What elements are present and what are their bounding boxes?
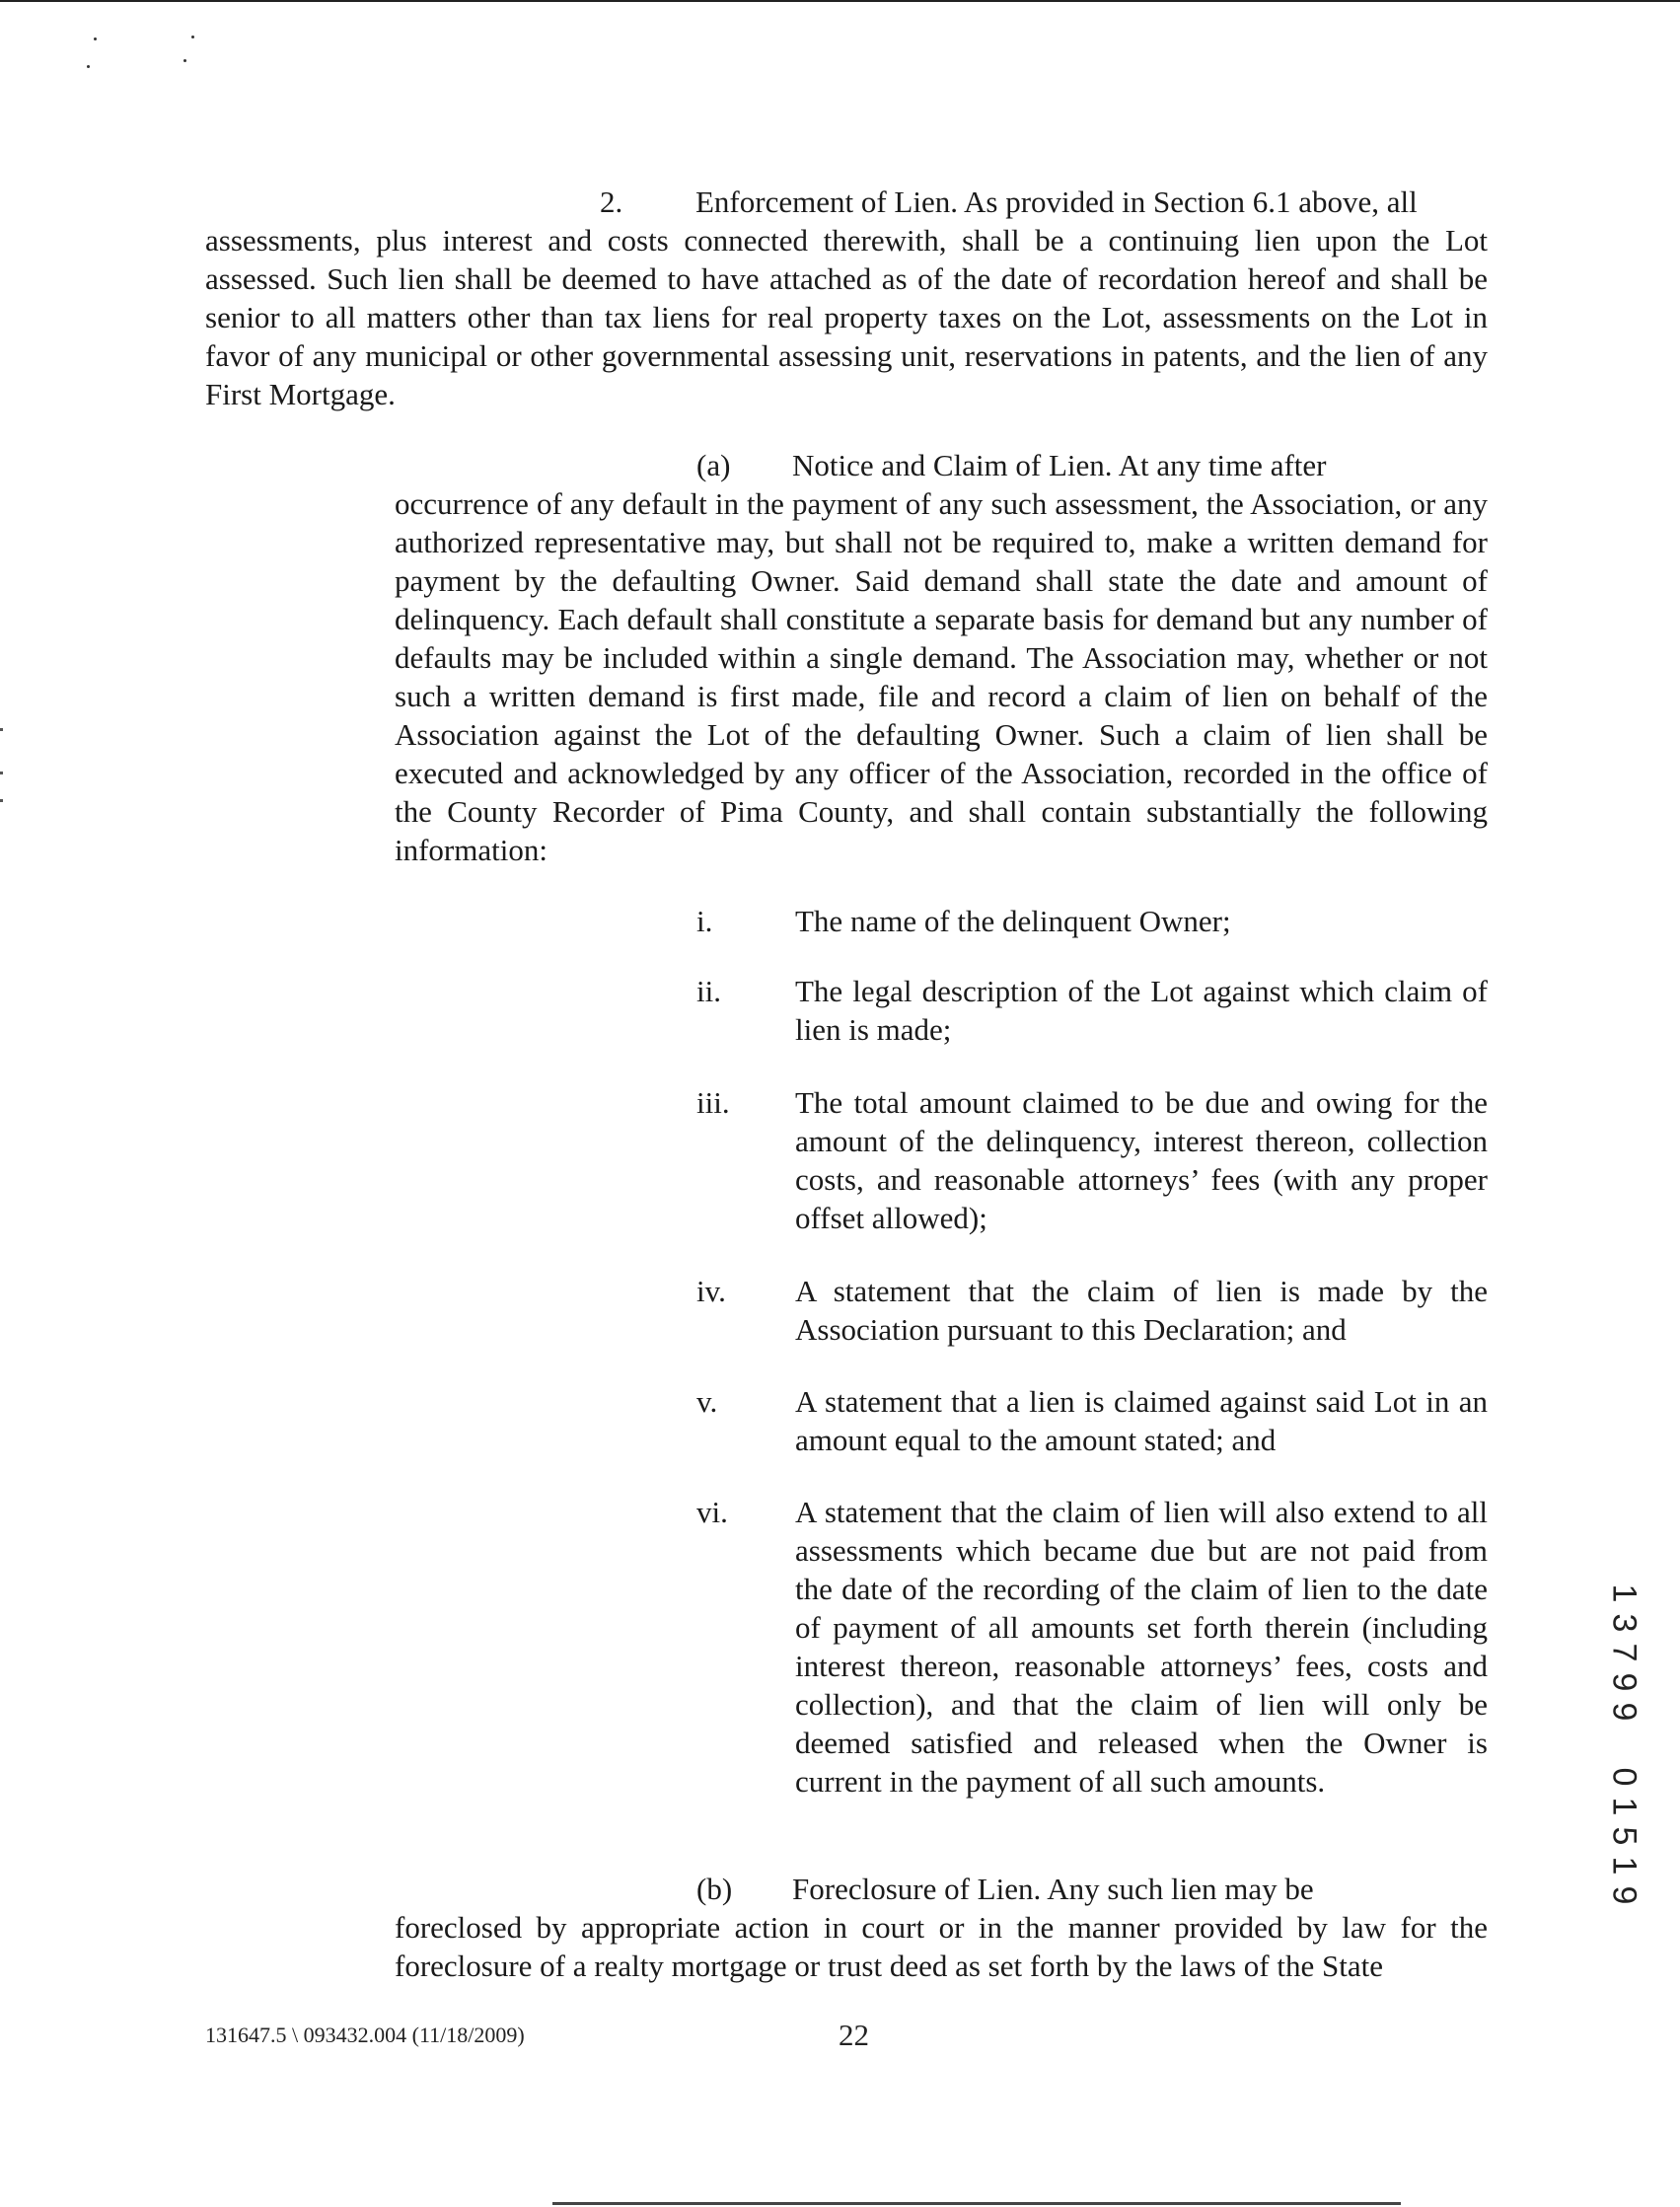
subsection-a-paragraph — [395, 446, 1488, 869]
scan-bottom-edge — [552, 2202, 1401, 2205]
list-item-text: The total amount claimed to be due and owing for the amount of the delinquency, interest thereon, collection costs, and reasonable attorneys’ fees (with any proper offset allowed); — [795, 1085, 1488, 1235]
list-item — [696, 902, 1488, 940]
scan-speck — [191, 36, 194, 38]
subsection-b-label: (b) — [696, 1872, 733, 1906]
recording-stamp-digit: 0 — [1605, 1767, 1643, 1787]
subsection-b-body: foreclosed by appropriate action in court or in the manner provided by law for the foreclosure of a realty mortgage or trust deed as set forth by the laws of the State — [395, 1910, 1488, 1983]
recording-stamp-digit: 1 — [1605, 1583, 1643, 1603]
list-item-numeral: iii. — [696, 1085, 730, 1120]
recording-stamp-book — [1605, 1579, 1643, 1727]
scan-edge-mark — [0, 799, 3, 802]
subsection-a-label: (a) — [696, 448, 731, 482]
recording-stamp-digit: 3 — [1605, 1613, 1643, 1633]
list-item-numeral: i. — [696, 904, 713, 938]
list-item-numeral: ii. — [696, 974, 721, 1008]
list-item-text: A statement that the claim of lien will also extend to all assessments which became due but are not paid from the date of the recording of the claim of lien to the date of payment of all amounts set forth therein (including interest thereon, reasonable attorneys’ fees, costs and collection), and that the claim of lien will only be deemed satisfied and released when the Owner is current in the payment of all such amounts. — [795, 1495, 1488, 1799]
footer-document-id: 131647.5 \ 093432.004 (11/18/2009) — [205, 2023, 525, 2047]
list-item-numeral: iv. — [696, 1274, 726, 1308]
recording-stamp-digit: 9 — [1605, 1885, 1643, 1905]
recording-stamp-digit: 1 — [1605, 1797, 1643, 1816]
recording-stamp — [1605, 1579, 1643, 1910]
recording-stamp-digit: 7 — [1605, 1643, 1643, 1662]
scan-speck — [183, 59, 186, 62]
list-item — [696, 972, 1488, 1049]
scan-edge-mark — [0, 772, 3, 774]
recording-stamp-digit: 9 — [1605, 1702, 1643, 1722]
recording-stamp-digit: 1 — [1605, 1856, 1643, 1876]
subsection-b-paragraph — [395, 1870, 1488, 1985]
scan-top-edge — [0, 0, 1680, 2]
section-2-body: assessments, plus interest and costs connected therewith, shall be a continuing lien upon the Lot assessed. Such lien shall be deemed to have attached as of the date of recordation hereof and shall be senior to all matters other than tax liens for real property taxes on the Lot, assessments on the Lot in favor of any municipal or other governmental assessing unit, reservations in patents, and the lien of any First Mortgage. — [205, 223, 1488, 411]
section-2-paragraph — [205, 183, 1488, 413]
recording-stamp-page — [1605, 1762, 1643, 1910]
subsection-a-first-line: Notice and Claim of Lien. At any time after — [792, 448, 1327, 482]
list-item-text: The legal description of the Lot against which claim of lien is made; — [795, 974, 1488, 1047]
subsection-b-first-line: Foreclosure of Lien. Any such lien may be — [792, 1872, 1314, 1906]
scan-speck — [94, 37, 97, 40]
section-2-number: 2. — [600, 184, 623, 219]
list-item — [696, 1493, 1488, 1801]
list-item-numeral: vi. — [696, 1495, 728, 1529]
page-number: 22 — [839, 2018, 869, 2052]
list-item-numeral: v. — [696, 1384, 718, 1419]
list-item-text: The name of the delinquent Owner; — [795, 904, 1231, 938]
list-item-text: A statement that a lien is claimed against said Lot in an amount equal to the amount stated; and — [795, 1384, 1488, 1457]
section-2-first-line: Enforcement of Lien. As provided in Section 6.1 above, all — [695, 184, 1418, 219]
recording-stamp-digit: 5 — [1605, 1826, 1643, 1846]
list-item-text: A statement that the claim of lien is made by the Association pursuant to this Declaration; and — [795, 1274, 1488, 1347]
list-item — [696, 1272, 1488, 1349]
list-item — [696, 1382, 1488, 1459]
subsection-a-body: occurrence of any default in the payment of any such assessment, the Association, or any authorized representative may, but shall not be required to, make a written demand for payment by the defaulting Owner. Said demand shall state the date and amount of delinquency. Each default shall constitute a separate basis for demand but any number of defaults may be included within a single demand. The Association may, whether or not such a written demand is first made, file and record a claim of lien on behalf of the Association against the Lot of the defaulting Owner. Such a claim of lien shall be executed and acknowledged by any officer of the Association, recorded in the office of the County Recorder of Pima County, and shall contain substantially the following information: — [395, 486, 1488, 867]
scan-speck — [87, 65, 90, 68]
scan-edge-mark — [0, 728, 3, 731]
list-item — [696, 1083, 1488, 1237]
recording-stamp-digit: 9 — [1605, 1672, 1643, 1692]
